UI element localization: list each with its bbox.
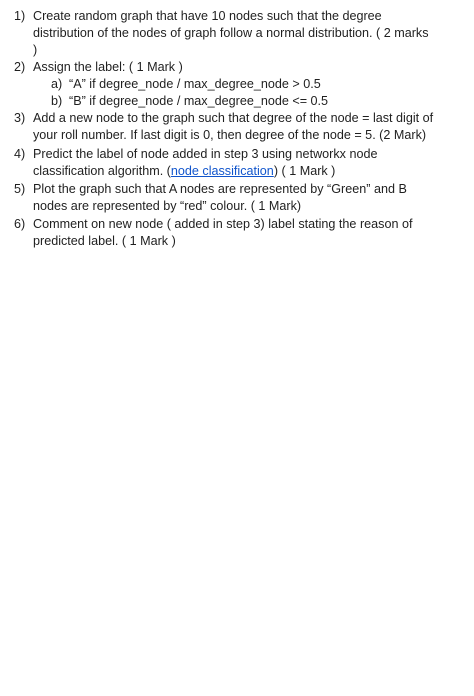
item-text-line: predicted label. ( 1 Mark ) [33, 234, 176, 248]
item-text-line: Plot the graph such that A nodes are represented by “Green” and B [33, 182, 407, 196]
item-number: 5) [14, 182, 26, 196]
item-text-fragment: classification algorithm. ( [33, 164, 171, 178]
item-text-line: ) [33, 43, 38, 57]
item-text-line: Comment on new node ( added in step 3) label stating the reason of [33, 217, 413, 231]
item-text-line: Add a new node to the graph such that degree of the node = last digit of [33, 111, 434, 125]
item-number: 2) [14, 60, 26, 74]
item-number: 6) [14, 217, 26, 231]
item-number: 1) [14, 9, 26, 23]
item-text-line: Create random graph that have 10 nodes such that the degree [33, 9, 382, 23]
item-text-line: your roll number. If last digit is 0, then degree of the node = 5. (2 Mark) [33, 128, 427, 142]
item-number: 3) [14, 111, 26, 125]
subitem-number: a) [51, 77, 63, 91]
item-text-line-with-link [33, 163, 335, 180]
item-text-fragment: ) ( 1 Mark ) [273, 164, 336, 178]
subitem-number: b) [51, 94, 63, 108]
item-text-line: nodes are represented by “red” colour. ( 1 Mark) [33, 199, 302, 213]
item-text-line: Assign the label: ( 1 Mark ) [33, 60, 183, 74]
item-number: 4) [14, 147, 26, 161]
subitem-text: “B” if degree_node / max_degree_node <= 0.5 [69, 94, 329, 108]
item-text-line: Predict the label of node added in step 3 using networkx node [33, 147, 378, 161]
item-text-line: distribution of the nodes of graph follow a normal distribution. ( 2 marks [33, 26, 429, 40]
subitem-text: “A” if degree_node / max_degree_node > 0.5 [69, 77, 321, 91]
node-classification-link[interactable]: node classification [170, 164, 274, 178]
